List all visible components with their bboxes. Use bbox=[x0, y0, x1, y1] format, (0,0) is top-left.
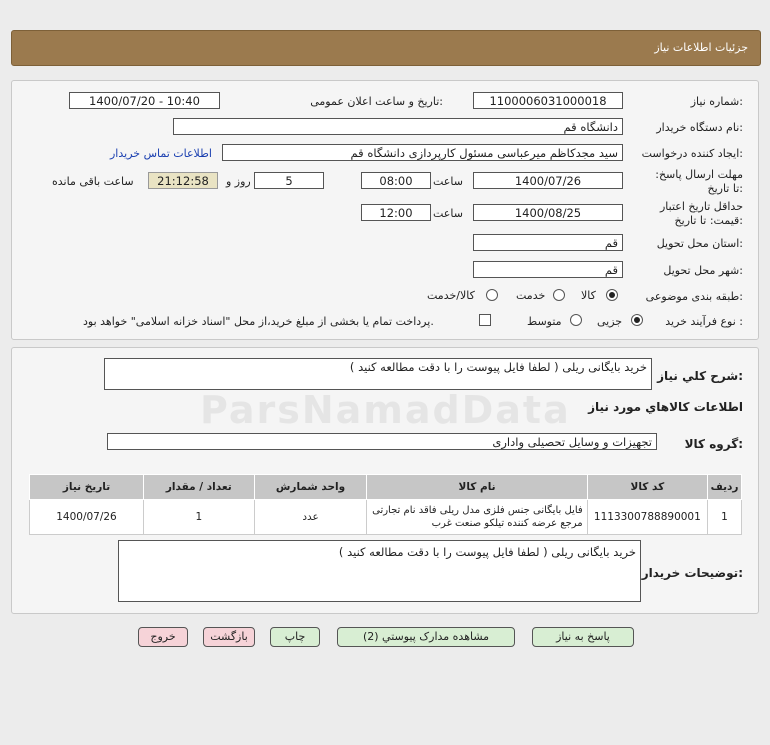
announce-label: تاریخ و ساعت اعلان عمومی: bbox=[310, 95, 443, 108]
buyer-notes-label: توضیحات خریدار: bbox=[641, 566, 743, 580]
page-header bbox=[11, 30, 761, 66]
city-label: شهر محل تحویل: bbox=[663, 264, 743, 277]
validity-time-field: 12:00 bbox=[361, 204, 431, 221]
validity-date-field: 1400/08/25 bbox=[473, 204, 623, 221]
row-code: 1113300788890001 bbox=[587, 500, 707, 535]
need-number-field: 1100006031000018 bbox=[473, 92, 623, 109]
days-label: روز و bbox=[226, 175, 251, 188]
category-radio-service[interactable] bbox=[553, 289, 565, 301]
row-name: فایل بایگانی جنس فلزی مدل ریلی فاقد نام تجارتی مرجع عرضه کننده تیلکو صنعت غرب bbox=[367, 500, 587, 535]
summary-label: شرح کلي نياز: bbox=[657, 369, 743, 383]
category-label: طبقه بندی موضوعی: bbox=[645, 290, 743, 303]
print-button[interactable]: چاپ bbox=[270, 627, 320, 647]
remaining-label: ساعت باقی مانده bbox=[52, 175, 134, 188]
view-attachments-button[interactable]: مشاهده مدارک پیوستي (2) bbox=[337, 627, 515, 647]
process-option-minor: جزیی bbox=[597, 315, 623, 328]
creator-label: ایجاد کننده درخواست: bbox=[641, 147, 743, 160]
table-row bbox=[30, 500, 742, 535]
process-label: نوع فرآیند خرید : bbox=[665, 315, 743, 328]
days-field: 5 bbox=[254, 172, 324, 189]
summary-field: خرید بایگانی ریلی ( لطفا فایل پیوست را با دقت مطالعه کنید ) bbox=[104, 358, 652, 390]
deadline-date-field: 1400/07/26 bbox=[473, 172, 623, 189]
col-index: ردیف bbox=[708, 475, 742, 500]
buyer-org-field: دانشگاه قم bbox=[173, 118, 623, 135]
buyer-notes-field: خرید بایگانی ریلی ( لطفا فایل پیوست را با دقت مطالعه کنید ) bbox=[118, 540, 641, 602]
process-radio-medium[interactable] bbox=[570, 314, 582, 326]
row-date: 1400/07/26 bbox=[30, 500, 144, 535]
col-code: کد کالا bbox=[587, 475, 707, 500]
goods-section-title: اطلاعات کالاهاي مورد نياز bbox=[588, 400, 743, 414]
need-number-label: شماره نیاز: bbox=[690, 95, 743, 108]
treasury-payment-note: پرداخت تمام یا بخشی از مبلغ خرید،از محل "اسناد خزانه اسلامی" خواهد بود. bbox=[83, 315, 434, 328]
category-radio-goods[interactable] bbox=[606, 289, 618, 301]
row-unit: عدد bbox=[254, 500, 367, 535]
col-name: نام کالا bbox=[367, 475, 587, 500]
validity-time-label: ساعت bbox=[433, 207, 463, 220]
process-radio-minor[interactable] bbox=[631, 314, 643, 326]
announce-field: 1400/07/20 - 10:40 bbox=[69, 92, 220, 109]
category-option-service: خدمت bbox=[516, 289, 546, 302]
creator-field: سید مجدکاظم میرعباسی مسئول کارپردازی دانشگاه قم bbox=[222, 144, 623, 161]
contact-buyer-link[interactable]: اطلاعات تماس خریدار bbox=[110, 147, 212, 160]
province-field: قم bbox=[473, 234, 623, 251]
row-qty: 1 bbox=[143, 500, 254, 535]
city-field: قم bbox=[473, 261, 623, 278]
respond-button[interactable]: پاسخ به نیاز bbox=[532, 627, 634, 647]
validity-label: حداقل تاریخ اعتبار قیمت: تا تاریخ: bbox=[659, 200, 743, 227]
goods-group-label: گروه کالا: bbox=[684, 437, 743, 451]
process-option-medium: متوسط bbox=[527, 315, 562, 328]
treasury-payment-checkbox[interactable] bbox=[479, 314, 491, 326]
category-radio-goods-service[interactable] bbox=[486, 289, 498, 301]
goods-table-header bbox=[30, 475, 742, 500]
page-title: جزئیات اطلاعات نیاز bbox=[654, 41, 748, 54]
deadline-time-label: ساعت bbox=[433, 175, 463, 188]
goods-table bbox=[29, 474, 742, 535]
category-option-goods-service: کالا/خدمت bbox=[427, 289, 475, 302]
col-unit: واحد شمارش bbox=[254, 475, 367, 500]
exit-button[interactable]: خروج bbox=[138, 627, 188, 647]
deadline-label: مهلت ارسال پاسخ: تا تاریخ: bbox=[655, 168, 743, 195]
row-index: 1 bbox=[708, 500, 742, 535]
watermark: ParsNamadData bbox=[200, 388, 571, 432]
deadline-time-field: 08:00 bbox=[361, 172, 431, 189]
goods-group-field: تجهیزات و وسایل تحصیلی واداری bbox=[107, 433, 657, 450]
province-label: استان محل تحویل: bbox=[656, 237, 743, 250]
col-date: تاریخ نیاز bbox=[30, 475, 144, 500]
back-button[interactable]: بازگشت bbox=[203, 627, 255, 647]
buyer-org-label: نام دستگاه خریدار: bbox=[656, 121, 743, 134]
remaining-time-field: 21:12:58 bbox=[148, 172, 218, 189]
col-qty: تعداد / مقدار bbox=[143, 475, 254, 500]
category-option-goods: کالا bbox=[581, 289, 596, 302]
